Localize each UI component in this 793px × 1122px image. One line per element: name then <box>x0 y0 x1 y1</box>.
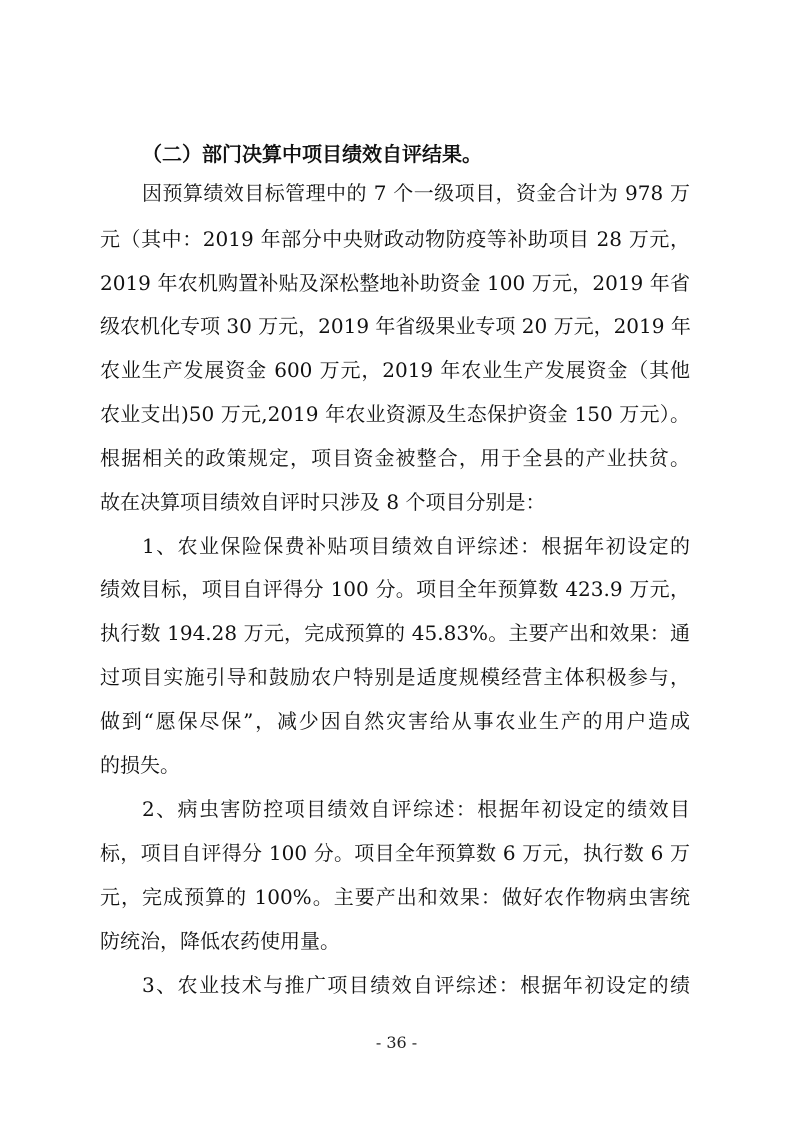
paragraph-line: 3、农业技术与推广项目绩效自评综述：根据年初设定的绩 <box>142 973 690 997</box>
paragraph-line: 标，项目自评得分 100 分。项目全年预算数 6 万元，执行数 6 万 <box>100 841 690 865</box>
paragraph-line: 2019 年农机购置补贴及深松整地补助资金 100 万元，2019 年省 <box>100 271 690 295</box>
paragraph-line: 级农机化专项 30 万元，2019 年省级果业专项 20 万元，2019 年 <box>100 314 691 338</box>
paragraph-line: 1、农业保险保费补贴项目绩效自评综述：根据年初设定的 <box>142 534 690 558</box>
paragraph-line: 农业生产发展资金 600 万元，2019 年农业生产发展资金（其他 <box>100 358 690 382</box>
paragraph-line: 2、病虫害防控项目绩效自评综述：根据年初设定的绩效目 <box>142 797 690 821</box>
paragraph-line: 过项目实施引导和鼓励农户特别是适度规模经营主体积极参与， <box>100 665 690 689</box>
paragraph-line: 的损失。 <box>100 753 180 777</box>
paragraph-line: 做到“愿保尽保”，减少因自然灾害给从事农业生产的用户造成 <box>100 709 690 733</box>
paragraph-line: 元（其中：2019 年部分中央财政动物防疫等补助项目 28 万元， <box>100 227 690 251</box>
paragraph-line: 防统治，降低农药使用量。 <box>100 929 340 953</box>
paragraph-line: 因预算绩效目标管理中的 7 个一级项目，资金合计为 978 万 <box>142 181 690 205</box>
paragraph-line: 执行数 194.28 万元，完成预算的 45.83%。主要产出和效果：通 <box>100 621 690 645</box>
section-heading: （二）部门决算中项目绩效自评结果。 <box>142 142 482 166</box>
paragraph-line: 元，完成预算的 100%。主要产出和效果：做好农作物病虫害统 <box>100 885 690 909</box>
paragraph-line: 根据相关的政策规定，项目资金被整合，用于全县的产业扶贫。 <box>100 446 690 470</box>
paragraph-line: 农业支出)50 万元,2019 年农业资源及生态保护资金 150 万元）。 <box>100 402 690 426</box>
page-number: - 36 - <box>375 1033 418 1052</box>
paragraph-line: 绩效目标，项目自评得分 100 分。项目全年预算数 423.9 万元， <box>100 577 690 601</box>
paragraph-line: 故在决算项目绩效自评时只涉及 8 个项目分别是： <box>100 490 546 514</box>
